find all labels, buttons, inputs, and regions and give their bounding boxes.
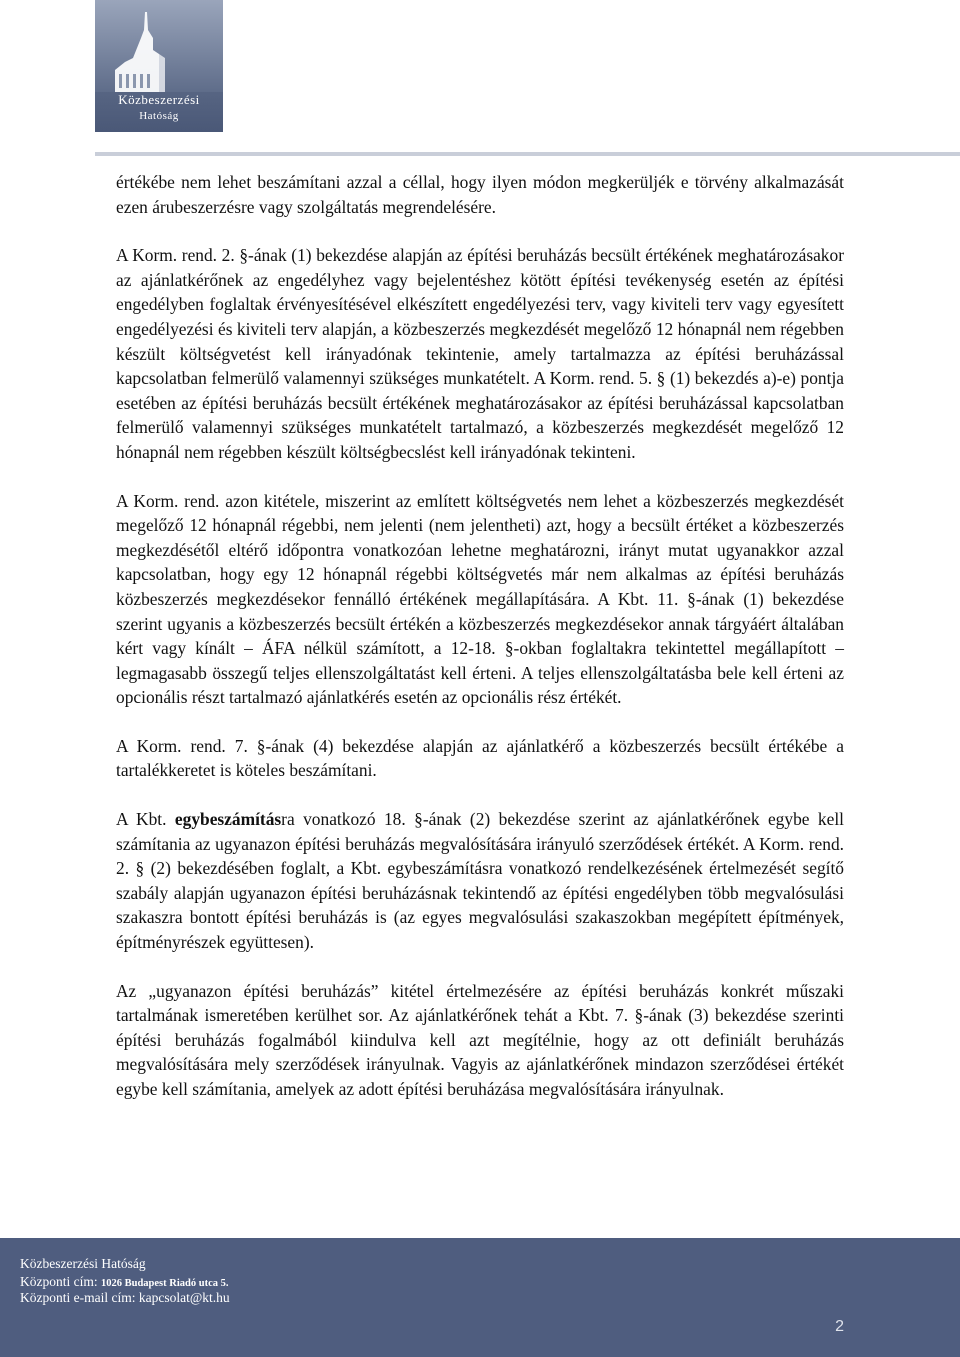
authority-logo <box>95 0 223 132</box>
footer-organization: Közbeszerzési Hatóság <box>20 1256 146 1271</box>
building-silhouette-icon <box>95 0 223 92</box>
paragraph-1: értékébe nem lehet beszámítani azzal a céllal, hogy ilyen módon megkerüljék e törvény alkalmazását ezen árubeszerzésre vagy szolgáltatás megrendelésére. <box>116 172 844 217</box>
document-body <box>116 170 844 1126</box>
logo-text-line2: Hatóság <box>139 110 179 122</box>
footer-email-line <box>20 1290 230 1306</box>
footer-address-label: Központi cím: <box>20 1274 101 1289</box>
paragraph-3: A Korm. rend. azon kitétele, miszerint az említett költségvetés nem lehet a közbeszerzés megkezdését megelőző 12 hónapnál régebbi, nem jelenti (nem jelentheti) azt, hogy a becsült értéket a közbeszerzés megkezdésétől eltérő időpontra vonatkozóan lehetne meghatározni, irányt mutat ugyanakkor azzal kapcsolatban, hogy egy 12 hónapnál régebbi költségvetés már nem alkalmas az építési beruházás közbeszerzés megkezdésekor fennálló értékének megállapítására. A Kbt. 11. §-ának (1) bekezdése szerint ugyanis a közbeszerzés becsült értékén a közbeszerzés megkezdésekor annak tárgyáért általában kért vagy kínált – ÁFA nélkül számított, a 12-18. §-okban foglaltakra tekintettel megállapított – legmagasabb összegű teljes ellenszolgáltatást kell érteni. A teljes ellenszolgáltatásba bele kell érteni az opcionális részt tartalmazó ajánlatkérés esetén az opcionális rész értékét. <box>116 490 844 708</box>
paragraph-5 <box>116 807 844 955</box>
footer-email[interactable]: kapcsolat@kt.hu <box>138 1290 230 1305</box>
logo-text-line1: Közbeszerzési <box>118 92 200 107</box>
paragraph-4: A Korm. rend. 7. §-ának (4) bekezdése alapján az ajánlatkérő a közbeszerzés becsült értékébe a tartalékkeretet is köteles beszámítani. <box>116 735 844 781</box>
footer-address-line <box>20 1274 228 1290</box>
footer-address: 1026 Budapest Riadó utca 5. <box>101 1278 229 1289</box>
page-footer <box>0 1238 960 1357</box>
paragraph-2: A Korm. rend. 2. §-ának (1) bekezdése alapján az építési beruházás becsült értékének meghatározásakor az ajánlatkérőnek az engedélyhez vagy bejelentéshez kötött építési tevékenység esetén az építési engedélyben foglaltak érvényesítésével elkészített engedélyezési terv, vagy kiviteli terv vagy egyesített engedélyezési és kiviteli terv alapján, a közbeszerzés megkezdését megelőző 12 hónapnál nem régebben készült költségvetést kell irányadónak tekintenie, amely tartalmazza az építési beruházással kapcsolatban felmerülő valamennyi szükséges munkatételt. A Korm. rend. 5. § (1) bekezdés a)-e) pontja esetében az építési beruházás becsült értékének meghatározásakor az építési beruházással kapcsolatban felmerülő valamennyi szükséges munkatételt tartalmazó, a közbeszerzés megkezdését megelőző 12 hónapnál nem régebben készült költségbecslést kell irányadónak tekinteni. <box>116 245 844 462</box>
paragraph-5-bold-term: egybeszámítás <box>174 809 282 830</box>
paragraph-6: Az „ugyanazon építési beruházás” kitétel értelmezésére az építési beruházás konkrét műszaki tartalmának ismeretében kerülhet sor. Az ajánlatkérőnek tehát a Kbt. 7. §-ának (3) bekezdése szerinti építési beruházás fogalmából kiindulva kell azt megítélnie, hogy az ott definiált beruházás megvalósítására mely szerződések irányulnak. Vagyis az ajánlatkérőnek mindazon szerződései értékét egybe kell számítania, amelyek az adott építési beruházása megvalósítására irányulnak. <box>116 980 844 1099</box>
page-number: 2 <box>835 1318 844 1335</box>
header-divider <box>95 152 960 156</box>
footer-email-label: Központi e-mail cím: <box>20 1290 139 1305</box>
paragraph-5-rest: ra vonatkozó 18. §-ának (2) bekezdése szerint az ajánlatkérőnek egybe kell számítania az ugyanazon építési beruházás megvalósítására irányuló szerződések értékét. A Korm. rend. 2. § (2) bekezdésében foglalt, a Kbt. egybeszámításra vonatkozó rendelkezésének értelmezését segítő szabály alapján ugyanazon építési beruházásnak tekintendő az építési engedélyben több megvalósulási szakaszra bontott építési beruházás is (az egyes megvalósulási szakaszokban megépített építmények, építményrészek együttesen). <box>116 809 844 953</box>
paragraph-5-start: A Kbt. <box>116 809 175 830</box>
